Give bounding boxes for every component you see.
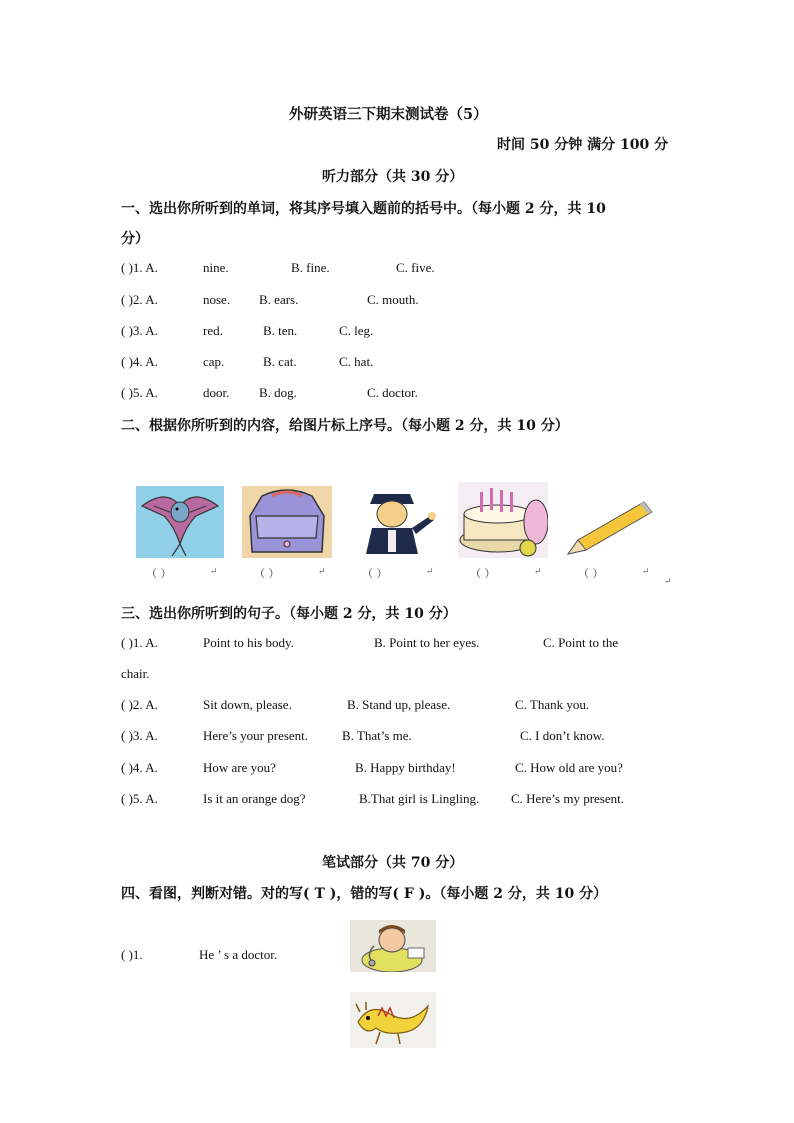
option-b: B. Stand up, please. [347, 697, 451, 712]
question-continuation: chair. [121, 666, 150, 681]
question-number: ( )2. A. [121, 292, 158, 307]
option-a: cap. [203, 354, 225, 369]
question-number: ( )1. [121, 947, 143, 962]
section1-heading-cont: 分） [121, 231, 149, 247]
listening-title: 听力部分（共 30 分） [322, 169, 464, 185]
doctor-icon [350, 920, 436, 972]
question-row [121, 354, 681, 372]
option-a: How are you? [203, 760, 276, 775]
option-c: C. I don’t know. [520, 728, 605, 743]
birthday-cake-icon [458, 482, 548, 558]
paragraph-mark: ↵ [534, 567, 542, 577]
schoolbag-icon [242, 486, 332, 558]
section1-heading: 一、选出你所听到的单词，将其序号填入题前的括号中。（每小题 2 分，共 10 [121, 201, 606, 217]
question-number: ( )3. A. [121, 728, 158, 743]
question-row [121, 697, 681, 715]
question-row [121, 947, 321, 965]
paragraph-mark: ↵ [642, 567, 650, 577]
option-c: C. Here’s my present. [511, 791, 625, 806]
section2-heading: 二、根据你所听到的内容，给图片标上序号。（每小题 2 分，共 10 分） [121, 418, 569, 434]
answer-bracket: （ ） [362, 567, 388, 580]
option-b: B. fine. [291, 260, 330, 275]
question-row [121, 260, 681, 278]
option-c: C. Thank you. [515, 697, 590, 712]
question-number: ( )1. A. [121, 635, 158, 650]
option-a: red. [203, 323, 223, 338]
option-b: B. That’s me. [342, 728, 412, 743]
kite-icon [136, 486, 224, 558]
answer-bracket: （ ） [254, 567, 280, 580]
answer-bracket: （ ） [146, 567, 172, 580]
question-row [121, 635, 681, 653]
option-a: door. [203, 385, 230, 400]
question-number: ( )4. A. [121, 760, 158, 775]
option-a: Is it an orange dog? [203, 791, 306, 806]
question-number: ( )5. A. [121, 791, 158, 806]
question-row [121, 791, 681, 809]
question-text: He ’ s a doctor. [199, 947, 278, 962]
option-c: C. hat. [339, 354, 374, 369]
section3-heading: 三、选出你所听到的句子。（每小题 2 分，共 10 分） [121, 606, 457, 622]
option-c: C. Point to the [543, 635, 619, 650]
paragraph-mark: ↵ [318, 567, 326, 577]
option-c: C. five. [396, 260, 435, 275]
question-row [121, 323, 681, 341]
option-c: C. leg. [339, 323, 374, 338]
question-row [121, 385, 681, 403]
question-row [121, 292, 681, 310]
option-b: B. ears. [259, 292, 299, 307]
section4-heading: 四、看图，判断对错。对的写( T )，错的写( F )。（每小题 2 分，共 10 分） [121, 886, 608, 902]
option-c: C. doctor. [367, 385, 418, 400]
question-number: ( )1. A. [121, 260, 158, 275]
written-title: 笔试部分（共 70 分） [322, 855, 464, 871]
question-number: ( )5. A. [121, 385, 158, 400]
paragraph-mark: ↵ [426, 567, 434, 577]
question-number: ( )3. A. [121, 323, 158, 338]
page-title: 外研英语三下期末测试卷（5） [289, 106, 488, 123]
option-c: C. How old are you? [515, 760, 623, 775]
option-b: B. Point to her eyes. [374, 635, 480, 650]
answer-bracket: （ ） [470, 567, 496, 580]
option-b: B. dog. [259, 385, 297, 400]
exam-meta: 时间 50 分钟 满分 100 分 [497, 137, 669, 153]
option-b: B. Happy birthday! [355, 760, 456, 775]
paragraph-mark: ↵ [664, 577, 672, 587]
policeman-icon [352, 484, 436, 558]
option-a: Point to his body. [203, 635, 294, 650]
question-row [121, 760, 681, 778]
option-b: B. ten. [263, 323, 298, 338]
question-row [121, 728, 681, 746]
paragraph-mark: ↵ [210, 567, 218, 577]
pencil-icon [564, 496, 656, 558]
option-c: C. mouth. [367, 292, 419, 307]
dragon-icon [350, 992, 436, 1048]
question-number: ( )4. A. [121, 354, 158, 369]
option-a: Sit down, please. [203, 697, 292, 712]
option-a: nine. [203, 260, 229, 275]
option-a: nose. [203, 292, 231, 307]
option-b: B. cat. [263, 354, 297, 369]
option-a: Here’s your present. [203, 728, 309, 743]
answer-bracket: （ ） [578, 567, 604, 580]
question-number: ( )2. A. [121, 697, 158, 712]
option-b: B.That girl is Lingling. [359, 791, 480, 806]
